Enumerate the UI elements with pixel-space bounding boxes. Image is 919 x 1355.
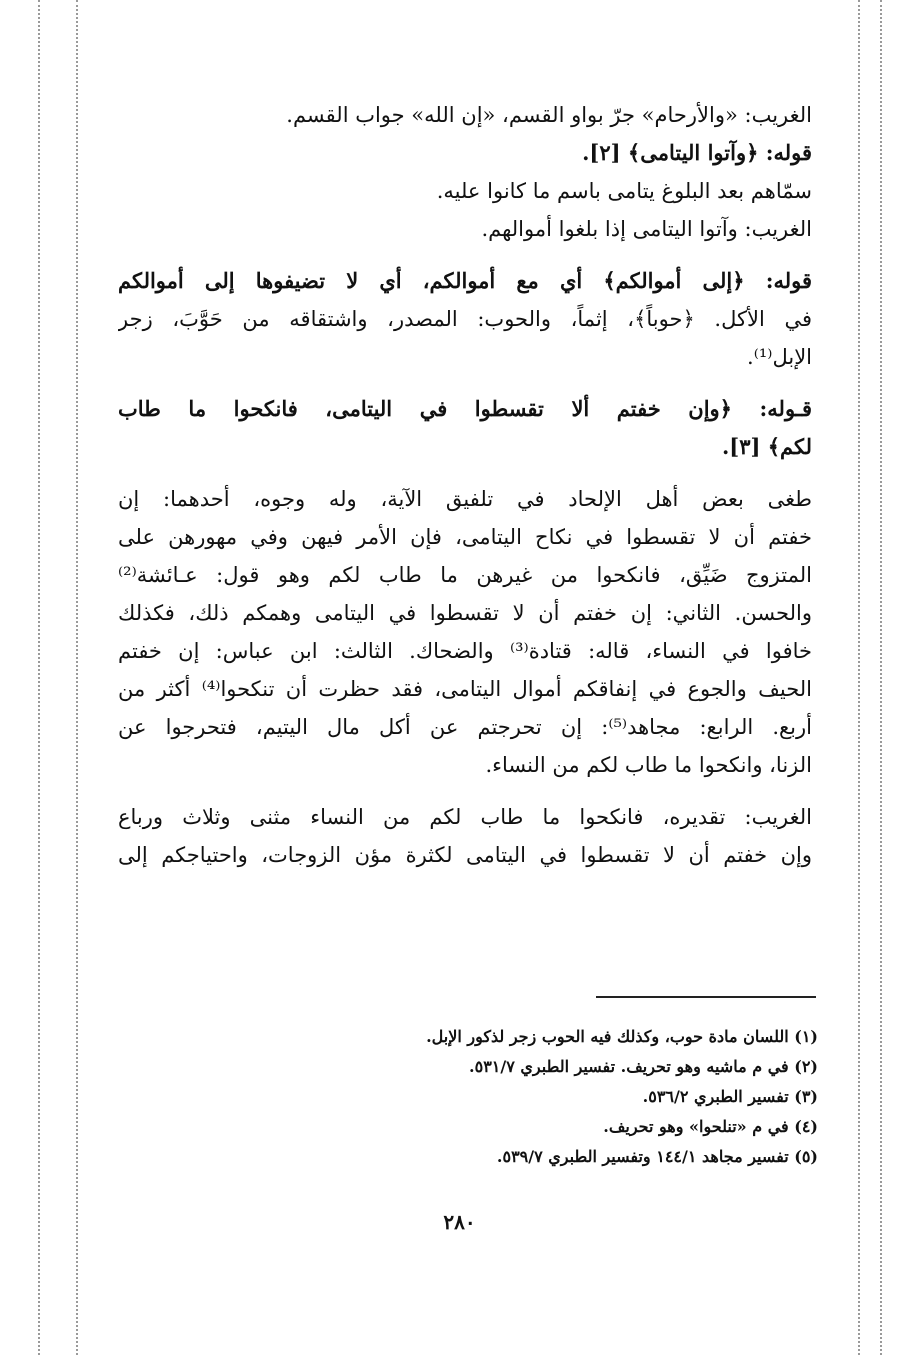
footnotes <box>300 1022 818 1172</box>
text-line: خفتم أن لا تقسطوا في نكاح اليتامى، فإن الأمر فيهن وفي مهورهن على <box>118 525 812 549</box>
text-line: الغريب: وآتوا اليتامى إذا بلغوا أموالهم. <box>481 217 812 241</box>
text-line: الزنا، وانكحوا ما طاب لكم من النساء. <box>485 753 812 777</box>
text-line: أربع. الرابع: مجاهد⁽⁵⁾: إن تحرجتم عن أكل مال اليتيم، فتحرجوا عن <box>118 715 812 739</box>
scan-border-dots-left-inner <box>76 0 78 1355</box>
text-line: سمّاهم بعد البلوغ يتامى باسم ما كانوا عليه. <box>436 179 812 203</box>
text-line: والحسن. الثاني: إن خفتم أن لا تقسطوا في اليتامى وهمكم ذلك، فكذلك <box>118 601 812 625</box>
text-line: الغريب: «والأرحام» جرّ بواو القسم، «إن الله» جواب القسم. <box>286 103 812 127</box>
footnote: (٥) تفسير مجاهد ١٤٤/١ وتفسير الطبري ٥٣٩/٧. <box>496 1147 818 1166</box>
text-line: الغريب: تقديره، فانكحوا ما طاب لكم من النساء مثنى وثلاث ورباع <box>118 805 812 829</box>
page-body <box>118 96 812 874</box>
verse-heading: قوله: ﴿وآتوا اليتامى﴾ [٢]. <box>582 140 812 165</box>
page-number: ٢٨٠ <box>443 1210 476 1234</box>
footnote: (٤) في م «تنلحوا» وهو تحريف. <box>603 1117 818 1136</box>
verse-heading: قوله: ﴿إلى أموالكم﴾ أي مع أموالكم، أي لا تضيفوها إلى أموالكم <box>118 268 812 293</box>
scan-border-dots-left-outer <box>38 0 40 1355</box>
scan-border-dots-right-outer <box>880 0 882 1355</box>
footnote: (١) اللسان مادة حوب، وكذلك فيه الحوب زجر لذكور الإبل. <box>426 1027 818 1046</box>
text-line: في الأكل. ﴿حوباً﴾، إثماً، والحوب: المصدر، واشتقاقه من حَوَّبَ، زجر <box>118 307 812 331</box>
text-line: المتزوج ضَيِّق، فانكحوا من غيرهن ما طاب لكم وهو قول: عـائشة⁽²⁾ <box>118 563 812 587</box>
footnote: (٣) تفسير الطبري ٥٣٦/٢. <box>642 1087 818 1106</box>
verse-heading: لكم﴾ [٣]. <box>721 434 812 459</box>
text-line: الحيف والجوع في إنفاقكم أموال اليتامى، فقد حظرت أن تنكحوا⁽⁴⁾ أكثر من <box>118 677 812 701</box>
footnote: (٢) في م ماشيه وهو تحريف. تفسير الطبري ٥٣١/٧. <box>469 1057 818 1076</box>
text-line: طغى بعض أهل الإلحاد في تلفيق الآية، وله وجوه، أحدهما: إن <box>118 487 812 511</box>
scan-border-dots-right-inner <box>858 0 860 1355</box>
verse-heading: قـوله: ﴿وإن خفتم ألا تقسطوا في اليتامى، فانكحوا ما طاب <box>118 396 812 421</box>
text-line: خافوا في النساء، قاله: قتادة⁽³⁾ والضحاك. الثالث: ابن عباس: إن خفتم <box>118 639 812 663</box>
text-line: الإبل⁽¹⁾. <box>747 345 812 369</box>
footnote-separator <box>596 996 816 998</box>
text-line: وإن خفتم أن لا تقسطوا في اليتامى لكثرة مؤن الزوجات، واحتياجكم إلى <box>118 843 812 867</box>
